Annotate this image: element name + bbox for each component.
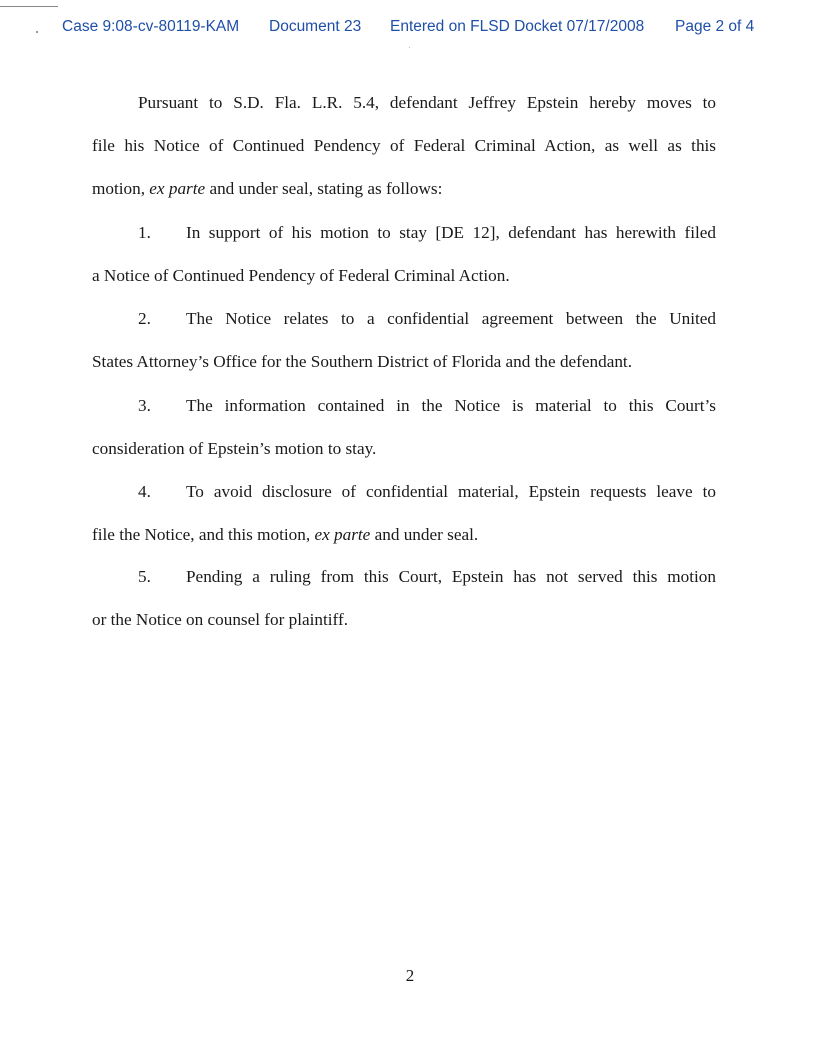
paragraph-5-line-2: or the Notice on counsel for plaintiff.	[92, 610, 348, 629]
paragraph-text: In support of his motion to stay [DE 12], defendant has herewith filed	[186, 223, 716, 242]
paragraph-number: 3.	[138, 396, 151, 415]
paragraph-4-line-2-start: file the Notice, and this motion,	[92, 525, 315, 544]
intro-line-1: Pursuant to S.D. Fla. L.R. 5.4, defendant Jeffrey Epstein hereby moves to	[138, 93, 716, 112]
paragraph-number: 2.	[138, 309, 151, 328]
paragraph-text: To avoid disclosure of confidential material, Epstein requests leave to	[186, 482, 716, 501]
paragraph-text: Pending a ruling from this Court, Epstein has not served this motion	[186, 567, 716, 586]
page-count: Page 2 of 4	[675, 18, 755, 35]
scan-artifact-dot	[36, 31, 38, 33]
paragraph-number: 4.	[138, 482, 151, 501]
case-number: Case 9:08-cv-80119-KAM	[62, 18, 240, 35]
paragraph-3-line-2: consideration of Epstein’s motion to stay.	[92, 439, 377, 458]
paragraph-4-line-1	[138, 481, 716, 503]
paragraph-4-ex-parte: ex parte	[314, 525, 371, 544]
docket-entry-date: Entered on FLSD Docket 07/17/2008	[390, 18, 645, 35]
paragraph-4-line-2-end: and under seal.	[370, 525, 479, 544]
paragraph-text: The Notice relates to a confidential agreement between the United	[186, 309, 716, 328]
paragraph-2-line-1	[138, 308, 716, 330]
page-number: 2	[405, 966, 415, 985]
paragraph-4-line-2	[92, 524, 716, 546]
intro-ex-parte: ex parte	[149, 179, 206, 198]
intro-line-3-end: and under seal, stating as follows:	[205, 179, 443, 198]
intro-line-2: file his Notice of Continued Pendency of Federal Criminal Action, as well as this	[92, 136, 716, 155]
intro-line-3	[92, 178, 716, 200]
scan-artifact-line	[0, 6, 58, 7]
paragraph-1-line-1	[138, 222, 716, 244]
document-number: Document 23	[269, 18, 362, 35]
paragraph-5-line-1	[138, 566, 716, 588]
scan-artifact-dot	[409, 47, 410, 48]
paragraph-3-line-1	[138, 395, 716, 417]
paragraph-text: The information contained in the Notice is material to this Court’s	[186, 396, 716, 415]
intro-line-3-start: motion,	[92, 179, 150, 198]
ecf-filing-header	[62, 18, 762, 38]
paragraph-number: 1.	[138, 223, 151, 242]
paragraph-1-line-2: a Notice of Continued Pendency of Federal Criminal Action.	[92, 266, 510, 285]
paragraph-number: 5.	[138, 567, 151, 586]
paragraph-2-line-2: States Attorney’s Office for the Southern District of Florida and the defendant.	[92, 352, 633, 371]
